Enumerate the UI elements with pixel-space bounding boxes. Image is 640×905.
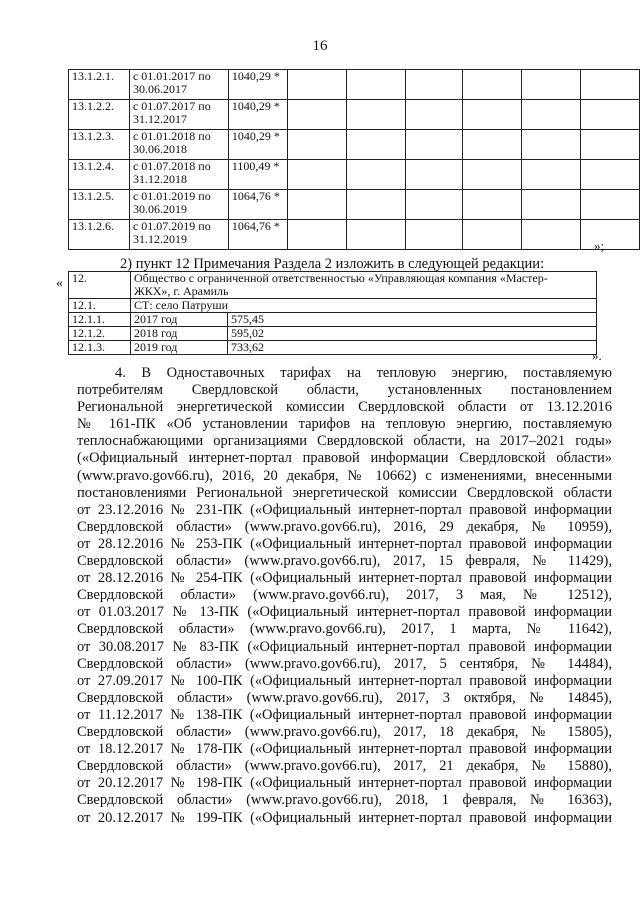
paragraph-line: Свердловской области» (www.pravo.gov66.ru), 2017, 3 октября, № 14845), (77, 689, 612, 706)
table1-cell-empty (405, 220, 463, 250)
table1-cell-empty (287, 220, 346, 250)
table1-cell-num: 13.1.2.2. (69, 100, 130, 130)
table1-cell-period: с 01.01.2017 по 30.06.2017 (129, 70, 228, 100)
table1-cell-num: 13.1.2.3. (69, 130, 130, 160)
paragraph-line: от 11.12.2017 № 138-ПК («Официальный интернет-портал правовой информации (77, 706, 612, 723)
table1-cell-empty (522, 100, 581, 130)
table1-cell-period: с 01.01.2019 по 30.06.2019 (129, 190, 228, 220)
paragraph-line: от 27.09.2017 № 100-ПК («Официальный интернет-портал правовой информации (77, 672, 612, 689)
table1-cell-empty (405, 130, 463, 160)
paragraph-line: Свердловской области» (www.pravo.gov66.ru), 2017, 15 февраля, № 11429), (77, 553, 612, 569)
page-number: 16 (312, 38, 328, 54)
table2-cell-num: 12.1.2. (69, 327, 131, 341)
table1-cell-value: 1040,29 * (228, 130, 287, 160)
table-row (69, 327, 597, 341)
table1-cell-empty (346, 70, 405, 100)
table1-cell-empty (522, 160, 581, 190)
table1-cell-empty (463, 160, 522, 190)
table1-cell-value: 1064,76 * (228, 220, 287, 250)
table1-cell-empty (463, 220, 522, 250)
table2-closing-quote: ». (592, 348, 602, 363)
table1-cell-empty (522, 190, 581, 220)
paragraph-line: от 20.12.2017 № 198-ПК («Официальный интернет-портал правовой информации (77, 775, 612, 792)
table-row (69, 70, 640, 100)
table1-cell-period: с 01.07.2018 по 31.12.2018 (129, 160, 228, 190)
paragraph-line: от 28.12.2016 № 253-ПК («Официальный интернет-портал правовой информации (77, 535, 612, 552)
paragraph-line: Свердловской области» (www.pravo.gov66.ru), 2017, 5 сентября, № 14484), (77, 655, 612, 672)
table1-cell-value: 1040,29 * (228, 100, 287, 130)
table1-cell-empty (581, 160, 640, 190)
table1-cell-empty (522, 130, 581, 160)
paragraph-line: Свердловской области» (www.pravo.gov66.ru), 2018, 1 февраля, № 16363), (77, 792, 612, 809)
table1-cell-empty (287, 70, 346, 100)
table-row (69, 130, 640, 160)
table2-cell-value: 595,02 (228, 327, 597, 341)
table2-header-num: 12. (69, 272, 131, 299)
table1-cell-empty (346, 220, 405, 250)
table1-cell-empty (581, 130, 640, 160)
paragraph-line: Свердловской области» (www.pravo.gov66.ru), 2017, 21 декабря, № 15880), (77, 758, 612, 775)
tariff-table-12 (68, 271, 597, 355)
table1-cell-empty (346, 130, 405, 160)
table2-cell-value: 733,62 (228, 341, 597, 355)
table1-cell-period: с 01.07.2017 по 31.12.2017 (129, 100, 228, 130)
paragraph-line: теплоснабжающими организациями Свердловской области, на 2017–2021 годы» (77, 433, 612, 450)
table-row (69, 160, 640, 190)
table2-open-quote: « (56, 276, 63, 291)
table1-cell-empty (405, 100, 463, 130)
paragraph-line: Свердловской области» (www.pravo.gov66.ru), 2017, 1 марта, № 11642), (77, 621, 612, 638)
paragraph-line: (www.pravo.gov66.ru), 2016, 20 декабря, № 10662) с изменениями, внесенными (77, 467, 612, 484)
table-row (69, 100, 640, 130)
paragraph-first-line: 4. В Одноставочных тарифах на тепловую энергию, поставляемую (115, 365, 612, 381)
paragraph-line: («Официальный интернет-портал правовой информации Свердловской области» (77, 450, 612, 467)
table1-cell-empty (405, 190, 463, 220)
table2-header-org: Общество с ограниченной ответственностью «Управляющая компания «Мастер- ЖКХ», г. Арамиль (131, 272, 597, 299)
table1-cell-period: с 01.07.2019 по 31.12.2019 (129, 220, 228, 250)
paragraph-line: № 161-ПК «Об установлении тарифов на тепловую энергию, поставляемую (77, 416, 612, 433)
table2-cell-year: 2019 год (131, 341, 228, 355)
table1-cell-period: с 01.01.2018 по 30.06.2018 (129, 130, 228, 160)
table2-cell-year: 2018 год (131, 327, 228, 341)
paragraph-line: от 20.12.2017 № 199-ПК («Официальный интернет-портал правовой информации (77, 809, 612, 826)
table1-cell-empty (581, 100, 640, 130)
tariff-table-13-1-2 (68, 69, 640, 250)
table1-cell-empty (287, 130, 346, 160)
table2-sub-num: 12.1. (69, 299, 131, 313)
table1-cell-empty (405, 160, 463, 190)
table1-cell-empty (522, 70, 581, 100)
paragraph-line: постановлениями Региональной энергетической комиссии Свердловской области (77, 484, 612, 501)
table2-sub-label: СТ: село Патруши (131, 299, 597, 313)
table1-closing-quote: »; (594, 238, 605, 253)
table1-cell-empty (346, 100, 405, 130)
paragraph-line: Свердловской области» (www.pravo.gov66.ru), 2017, 3 мая, № 12512), (77, 587, 612, 604)
table1-cell-empty (463, 190, 522, 220)
paragraph-line: потребителям Свердловской области, установленных постановлением (77, 382, 612, 398)
paragraph-line: от 28.12.2016 № 254-ПК («Официальный интернет-портал правовой информации (77, 570, 612, 587)
paragraph-line: Свердловской области» (www.pravo.gov66.ru), 2017, 18 декабря, № 15805), (77, 724, 612, 740)
paragraph-line: от 30.08.2017 № 83-ПК («Официальный интернет-портал правовой информации (77, 638, 612, 655)
paragraph-line: от 23.12.2016 № 231-ПК («Официальный интернет-портал правовой информации (77, 501, 612, 518)
item2-heading: 2) пункт 12 Примечания Раздела 2 изложить в следующей редакции: (120, 256, 545, 272)
table1-cell-value: 1064,76 * (228, 190, 287, 220)
table1-cell-empty (405, 70, 463, 100)
table2-cell-value: 575,45 (228, 313, 597, 327)
table-row (69, 313, 597, 327)
table1-cell-empty (463, 100, 522, 130)
table1-cell-empty (522, 220, 581, 250)
table1-cell-empty (287, 160, 346, 190)
paragraph-line: от 18.12.2017 № 178-ПК («Официальный интернет-портал правовой информации (77, 741, 612, 758)
table1-cell-num: 13.1.2.5. (69, 190, 130, 220)
table1-cell-num: 13.1.2.6. (69, 220, 130, 250)
paragraph-line: от 01.03.2017 № 13-ПК («Официальный интернет-портал правовой информации (77, 604, 612, 621)
table1-cell-empty (346, 160, 405, 190)
table1-cell-value: 1040,29 * (228, 70, 287, 100)
paragraph-line: Свердловской области» (www.pravo.gov66.ru), 2016, 29 декабря, № 10959), (77, 518, 612, 535)
table1-cell-empty (581, 70, 640, 100)
table1-cell-empty (463, 70, 522, 100)
table1-cell-empty (287, 190, 346, 220)
table1-cell-empty (581, 190, 640, 220)
table1-cell-empty (287, 100, 346, 130)
table1-cell-empty (463, 130, 522, 160)
table-row (69, 190, 640, 220)
table2-cell-year: 2017 год (131, 313, 228, 327)
table-row (69, 220, 640, 250)
table2-cell-num: 12.1.1. (69, 313, 131, 327)
table1-cell-num: 13.1.2.4. (69, 160, 130, 190)
table-row (69, 341, 597, 355)
table-row (69, 272, 597, 299)
table1-cell-empty (581, 220, 640, 250)
table1-cell-value: 1100,49 * (228, 160, 287, 190)
table1-cell-num: 13.1.2.1. (69, 70, 130, 100)
table2-cell-num: 12.1.3. (69, 341, 131, 355)
table-row (69, 299, 597, 313)
paragraph-line: Региональной энергетической комиссии Свердловской области от 13.12.2016 (77, 399, 612, 416)
table1-cell-empty (346, 190, 405, 220)
